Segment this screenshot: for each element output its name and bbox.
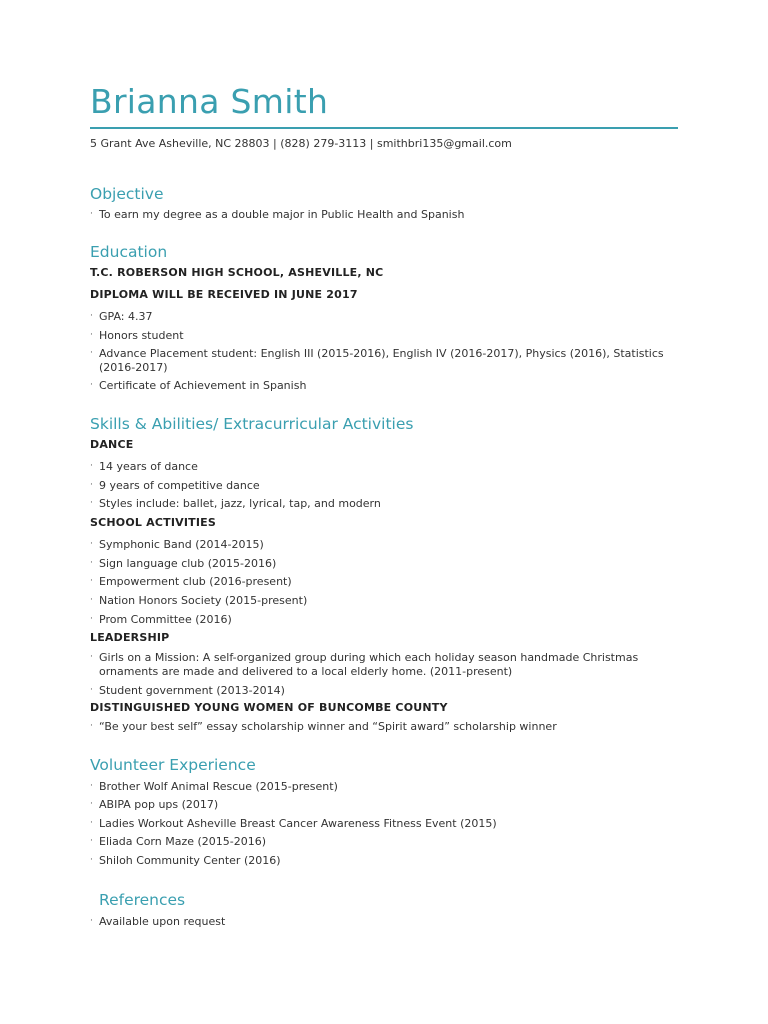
list-item: · Brother Wolf Animal Rescue (2015-present) bbox=[90, 780, 338, 793]
bullet-icon: · bbox=[90, 818, 93, 828]
diploma-note: DIPLOMA WILL BE RECEIVED IN JUNE 2017 bbox=[90, 288, 358, 301]
school-name: T.C. ROBERSON HIGH SCHOOL, ASHEVILLE, NC bbox=[90, 266, 384, 279]
contact-info: 5 Grant Ave Asheville, NC 28803 | (828) 279-3113 | smithbri135@gmail.com bbox=[90, 137, 512, 150]
list-item: · Styles include: ballet, jazz, lyrical, tap, and modern bbox=[90, 497, 381, 510]
bullet-icon: · bbox=[90, 595, 93, 605]
list-item: · Eliada Corn Maze (2015-2016) bbox=[90, 835, 267, 848]
list-item: · Girls on a Mission: A self-organized group during which each holiday season handmade Christmas ornaments are made and delivered to a local elderly home. (2011-present) bbox=[90, 651, 639, 678]
list-item: · 9 years of competitive dance bbox=[90, 479, 260, 492]
leadership-subheading: LEADERSHIP bbox=[90, 631, 170, 644]
bullet-icon: · bbox=[90, 461, 93, 471]
distinguished-subheading: DISTINGUISHED YOUNG WOMEN OF BUNCOMBE COUNTY bbox=[90, 701, 448, 714]
school-activities-subheading: SCHOOL ACTIVITIES bbox=[90, 516, 216, 529]
skills-heading: Skills & Abilities/ Extracurricular Activities bbox=[90, 415, 414, 433]
list-item: · Advance Placement student: English III (2015-2016), English IV (2016-2017), Physics (2016), Statistics (2016-2017) bbox=[90, 347, 664, 374]
bullet-icon: · bbox=[90, 781, 93, 791]
list-item: · Nation Honors Society (2015-present) bbox=[90, 594, 308, 607]
bullet-icon: · bbox=[90, 330, 93, 340]
list-item: · Certificate of Achievement in Spanish bbox=[90, 379, 307, 392]
bullet-icon: · bbox=[90, 498, 93, 508]
bullet-icon: · bbox=[90, 348, 93, 358]
references-heading: References bbox=[99, 891, 186, 909]
resume-name: Brianna Smith bbox=[90, 82, 329, 121]
bullet-icon: · bbox=[90, 799, 93, 809]
bullet-icon: · bbox=[90, 916, 93, 926]
volunteer-heading: Volunteer Experience bbox=[90, 756, 256, 774]
bullet-icon: · bbox=[90, 480, 93, 490]
bullet-icon: · bbox=[90, 209, 93, 219]
list-item: · “Be your best self” essay scholarship winner and “Spirit award” scholarship winner bbox=[90, 720, 557, 733]
bullet-icon: · bbox=[90, 721, 93, 731]
list-item: · ABIPA pop ups (2017) bbox=[90, 798, 219, 811]
list-item: · Shiloh Community Center (2016) bbox=[90, 854, 281, 867]
list-item: · Prom Committee (2016) bbox=[90, 613, 232, 626]
list-item: · Honors student bbox=[90, 329, 184, 342]
bullet-icon: · bbox=[90, 311, 93, 321]
header-rule bbox=[90, 127, 678, 129]
bullet-icon: · bbox=[90, 539, 93, 549]
bullet-icon: · bbox=[90, 576, 93, 586]
list-item: · Sign language club (2015-2016) bbox=[90, 557, 277, 570]
list-item: · Empowerment club (2016-present) bbox=[90, 575, 292, 588]
bullet-icon: · bbox=[90, 855, 93, 865]
list-item: · GPA: 4.37 bbox=[90, 310, 153, 323]
list-item: · 14 years of dance bbox=[90, 460, 198, 473]
list-item: · To earn my degree as a double major in Public Health and Spanish bbox=[90, 208, 465, 221]
bullet-icon: · bbox=[90, 558, 93, 568]
bullet-icon: · bbox=[90, 685, 93, 695]
bullet-icon: · bbox=[90, 380, 93, 390]
list-item: · Symphonic Band (2014-2015) bbox=[90, 538, 264, 551]
objective-heading: Objective bbox=[90, 185, 164, 203]
bullet-icon: · bbox=[90, 836, 93, 846]
education-heading: Education bbox=[90, 243, 168, 261]
bullet-icon: · bbox=[90, 614, 93, 624]
list-item: · Student government (2013-2014) bbox=[90, 684, 285, 697]
dance-subheading: DANCE bbox=[90, 438, 134, 451]
list-item: · Ladies Workout Asheville Breast Cancer Awareness Fitness Event (2015) bbox=[90, 817, 497, 830]
bullet-icon: · bbox=[90, 652, 93, 662]
list-item: · Available upon request bbox=[90, 915, 226, 928]
